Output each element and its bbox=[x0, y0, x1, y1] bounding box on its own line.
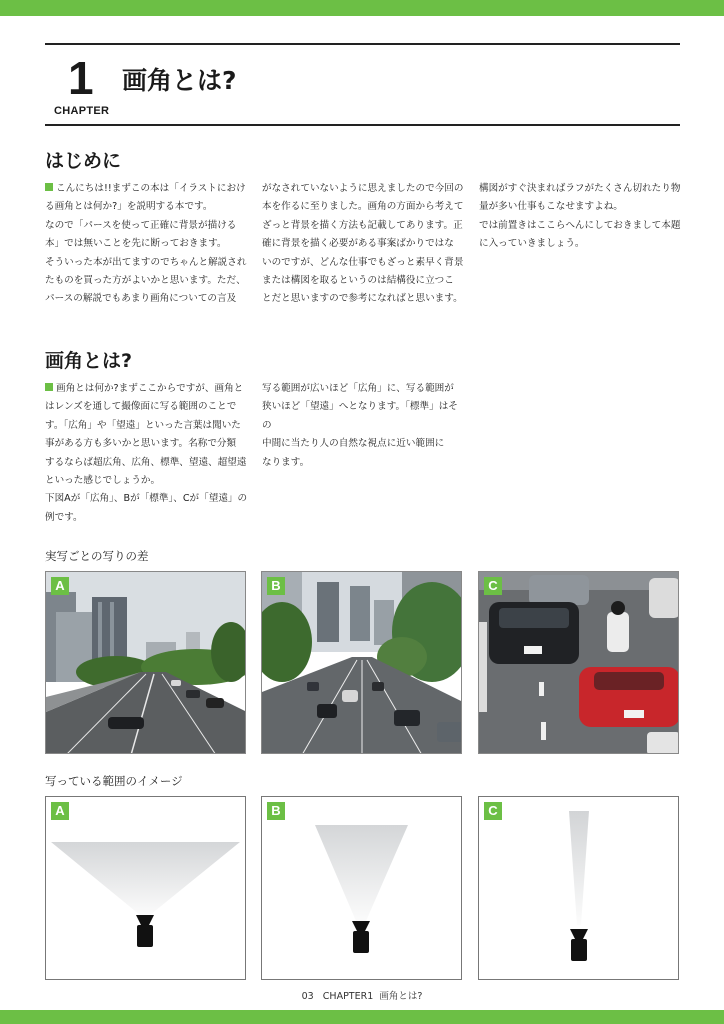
text-line: 下図Aが「広角」、Bが「標準」、Cが「望遠」の bbox=[45, 493, 248, 505]
text-line: 中間に当たり人の自然な視点に近い範囲に bbox=[262, 438, 445, 450]
text-line: す。「広角」や「望遠」といった言葉は聞いた bbox=[45, 419, 241, 431]
photo-wide-angle bbox=[45, 571, 246, 754]
text-line: そういった本が出てますのでちゃんと解説され bbox=[45, 256, 247, 268]
footer-chapter: CHAPTER1 bbox=[322, 991, 374, 1002]
text-line: いのですが、どんな仕事でもざっと素早く背景 bbox=[262, 256, 464, 268]
text-line: パースの解説でもあまり画角についての言及 bbox=[45, 293, 237, 305]
text-line: たものを買った方がよいかと思います。ただ、 bbox=[45, 275, 246, 287]
text-line: 例です。 bbox=[45, 511, 83, 523]
text-line: 狭いほど「望遠」へとなります。「標準」はその bbox=[262, 401, 458, 431]
text-line: る画角とは何か?」を説明する本です。 bbox=[45, 201, 213, 213]
page-number: 03 bbox=[301, 991, 314, 1002]
fov-diagram-standard bbox=[261, 796, 462, 980]
text-line: または構図を取るというのは結構役に立つこ bbox=[262, 275, 454, 287]
bullet-square-icon bbox=[45, 183, 53, 191]
text-line: するならば超広角、広角、標準、望遠、超望遠 bbox=[45, 456, 247, 468]
text-line: こんにちは!!まずこの本は「イラストにおけ bbox=[56, 183, 246, 194]
text-line: 写る範囲が広いほど「広角」に、写る範囲が bbox=[262, 383, 454, 394]
field-of-view-cone-telephoto bbox=[569, 811, 589, 925]
photo-label-a: A bbox=[51, 577, 69, 595]
diagram-label-b: B bbox=[267, 802, 285, 820]
chapter-number: 1 bbox=[68, 52, 93, 104]
text-line: なります。 bbox=[262, 456, 310, 468]
field-of-view-cone-standard bbox=[315, 825, 408, 921]
top-color-band bbox=[0, 0, 724, 16]
camera-icon bbox=[352, 921, 370, 953]
diagram-label-c: C bbox=[484, 802, 502, 820]
photos-caption: 実写ごとの写りの差 bbox=[45, 549, 149, 563]
photo-label-c: C bbox=[484, 577, 502, 595]
text-line: 画角とは何か?まずここからですが、画角と bbox=[56, 383, 244, 394]
text-line: なので「パースを使って正確に背景が描ける bbox=[45, 219, 237, 231]
text-line: では前置きはここらへんにしておきまして本題 bbox=[479, 219, 681, 231]
bullet-square-icon bbox=[45, 383, 53, 391]
intro-column-3 bbox=[479, 180, 682, 254]
photo-telephoto bbox=[478, 571, 679, 754]
section-heading-intro: はじめに bbox=[45, 150, 122, 172]
fov-diagram-telephoto bbox=[478, 796, 679, 980]
chapter-label: CHAPTER bbox=[54, 105, 110, 117]
camera-icon bbox=[136, 915, 154, 947]
text-line: 構図がすぐ決まればラフがたくさん切れたり物 bbox=[479, 183, 681, 194]
angle-column-2 bbox=[262, 380, 465, 472]
photo-label-b: B bbox=[267, 577, 285, 595]
text-line: ざっと背景を描く方法も記載してあります。正 bbox=[262, 219, 463, 231]
intro-column-1 bbox=[45, 180, 248, 309]
text-line: といった感じでしょうか。 bbox=[45, 475, 161, 487]
header-bottom-rule bbox=[45, 124, 680, 126]
text-line: 本」では無いことを先に断っておきます。 bbox=[45, 238, 227, 250]
text-line: がなされていないように思えましたので今回の bbox=[262, 183, 464, 194]
text-line: 量が多い仕事もこなせますよね。 bbox=[479, 201, 623, 213]
footer-title: 画角とは? bbox=[379, 991, 423, 1002]
text-line: 本を作るに至りました。画角の方面から考えて bbox=[262, 201, 464, 213]
chapter-title: 画角とは? bbox=[122, 66, 237, 95]
bottom-color-band bbox=[0, 1010, 724, 1024]
diagram-label-a: A bbox=[51, 802, 69, 820]
intro-column-2 bbox=[262, 180, 465, 309]
page-footer bbox=[0, 988, 724, 1002]
text-line: 確に背景を描く必要がある事案ばかりではな bbox=[262, 238, 454, 250]
text-line: はレンズを通して撮像面に写る範囲のことで bbox=[45, 401, 237, 413]
section-heading-angle: 画角とは? bbox=[45, 350, 133, 372]
header-top-rule bbox=[45, 43, 680, 45]
text-line: 事がある方も多いかと思います。名称で分類 bbox=[45, 438, 237, 450]
text-line: に入っていきましょう。 bbox=[479, 238, 585, 250]
text-line: とだと思いますので参考になればと思います。 bbox=[262, 293, 463, 305]
angle-column-1 bbox=[45, 380, 248, 527]
fov-diagram-wide bbox=[45, 796, 246, 980]
field-of-view-cone-wide bbox=[51, 842, 240, 915]
photo-standard bbox=[261, 571, 462, 754]
camera-icon bbox=[570, 929, 588, 961]
diagrams-caption: 写っている範囲のイメージ bbox=[45, 774, 183, 788]
